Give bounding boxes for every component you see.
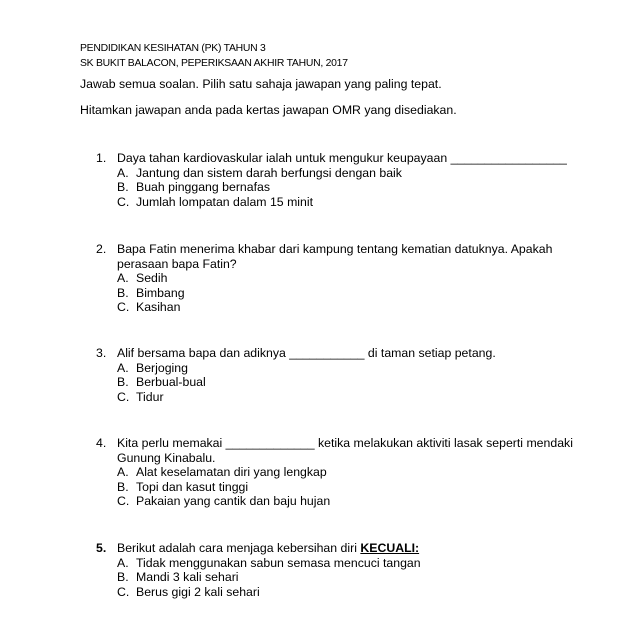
option-text: Topi dan kasut tinggi: [136, 479, 249, 494]
option-c: [117, 390, 576, 405]
exam-header: [80, 41, 348, 71]
question-text: Alif bersama bapa dan adiknya ___________ di taman setiap petang.: [117, 346, 496, 360]
option-list: [117, 361, 576, 405]
option-c: [117, 195, 576, 210]
question-5: [96, 541, 576, 599]
instruction-line-1: Jawab semua soalan. Pilih satu sahaja jawapan yang paling tepat.: [80, 77, 442, 91]
option-letter: B.: [117, 375, 129, 390]
question-number: 4.: [96, 436, 107, 450]
option-letter: C.: [117, 494, 130, 509]
option-letter: C.: [117, 300, 130, 315]
question-emphasis: KECUALI:: [360, 541, 420, 555]
option-a: [117, 465, 576, 480]
option-text: Sedih: [136, 271, 168, 286]
option-text: Mandi 3 kali sehari: [136, 570, 239, 585]
question-3: [96, 346, 576, 404]
option-letter: B.: [117, 570, 129, 585]
option-a: [117, 556, 576, 571]
option-b: [117, 570, 576, 585]
option-c: [117, 494, 576, 509]
option-list: [117, 465, 576, 509]
question-4: [96, 436, 576, 509]
option-b: [117, 180, 576, 195]
question-text: Kita perlu memakai _____________ ketika melakukan aktiviti lasak seperti mendaki Gunung Kinabalu.: [117, 436, 573, 465]
option-c: [117, 585, 576, 600]
option-text: Berus gigi 2 kali sehari: [136, 584, 260, 599]
option-text: Berbual-bual: [136, 375, 206, 390]
question-text: Bapa Fatin menerima khabar dari kampung tentang kematian datuknya. Apakah perasaan bapa Fatin?: [117, 242, 553, 271]
option-text: Alat keselamatan diri yang lengkap: [136, 465, 327, 480]
option-text: Kasihan: [136, 300, 181, 315]
option-text: Bimbang: [136, 285, 185, 300]
option-letter: C.: [117, 194, 130, 209]
option-letter: B.: [117, 180, 129, 195]
option-a: [117, 271, 576, 286]
option-letter: A.: [117, 271, 129, 286]
question-text-main: Berikut adalah cara menjaga kebersihan diri: [117, 541, 361, 555]
header-school-line: SK BUKIT BALACON, PEPERIKSAAN AKHIR TAHUN, 2017: [80, 58, 348, 69]
option-text: Berjoging: [136, 360, 188, 375]
option-list: [117, 556, 576, 600]
question-number: 3.: [96, 346, 107, 360]
header-subject-line: PENDIDIKAN KESIHATAN (PK) TAHUN 3: [80, 43, 266, 54]
option-b: [117, 286, 576, 301]
option-b: [117, 375, 576, 390]
option-text: Jumlah lompatan dalam 15 minit: [136, 194, 314, 209]
option-letter: B.: [117, 285, 129, 300]
question-number: 1.: [96, 151, 107, 165]
option-list: [117, 166, 576, 210]
option-text: Tidur: [136, 389, 164, 404]
option-a: [117, 166, 576, 181]
option-text: Tidak menggunakan sabun semasa mencuci tangan: [136, 555, 421, 570]
option-letter: C.: [117, 584, 130, 599]
option-text: Buah pinggang bernafas: [136, 180, 271, 195]
question-number: 2.: [96, 242, 107, 256]
question-1: [96, 151, 576, 209]
question-text: [117, 541, 576, 556]
option-b: [117, 480, 576, 495]
option-text: Pakaian yang cantik dan baju hujan: [136, 494, 331, 509]
option-a: [117, 361, 576, 376]
question-number: 5.: [96, 541, 107, 555]
question-text: Daya tahan kardiovaskular ialah untuk mengukur keupayaan _________________: [117, 151, 567, 165]
question-2: [96, 242, 576, 315]
option-list: [117, 271, 576, 315]
option-text: Jantung dan sistem darah berfungsi dengan baik: [136, 165, 402, 180]
option-letter: A.: [117, 465, 129, 480]
option-letter: C.: [117, 389, 130, 404]
option-letter: B.: [117, 479, 129, 494]
option-letter: A.: [117, 360, 129, 375]
instruction-line-2: Hitamkan jawapan anda pada kertas jawapan OMR yang disediakan.: [80, 103, 457, 117]
option-letter: A.: [117, 165, 129, 180]
option-c: [117, 300, 576, 315]
option-letter: A.: [117, 555, 129, 570]
